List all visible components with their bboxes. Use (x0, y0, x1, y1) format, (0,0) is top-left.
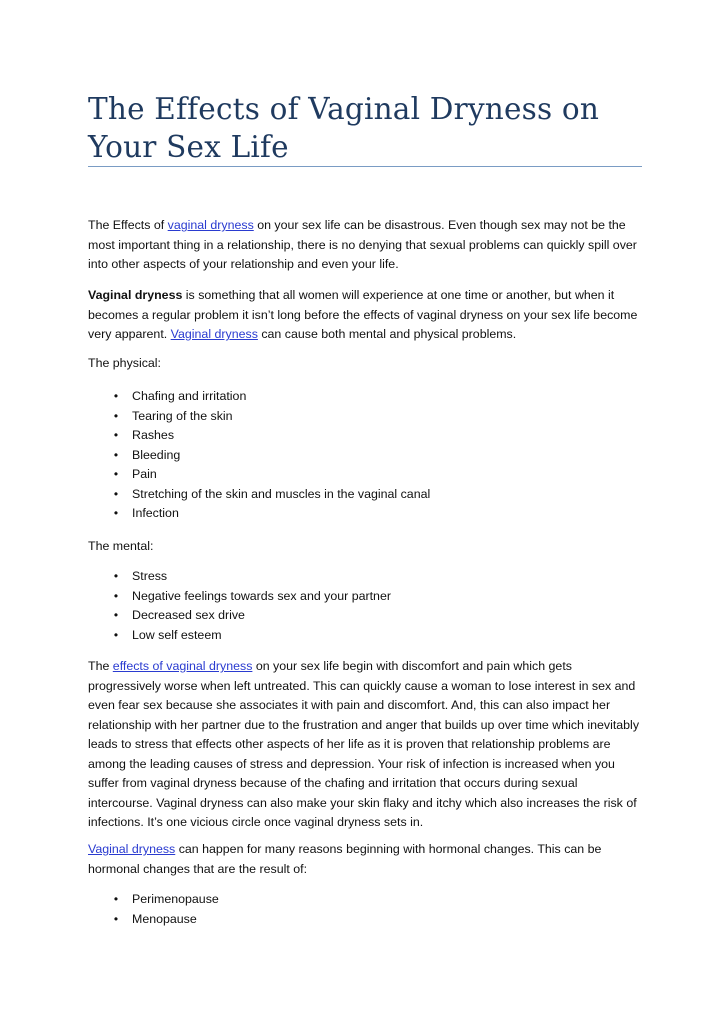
bullet-icon: • (113, 408, 119, 423)
list-item-text: Pain (132, 467, 157, 481)
bullet-icon: • (113, 588, 119, 603)
bullet-icon: • (113, 428, 119, 442)
bullet-icon: • (113, 506, 119, 520)
list-item-text: Rashes (132, 428, 175, 442)
list-item-text: Negative feelings towards sex and your partner (132, 588, 391, 603)
list-item-text: Decreased sex drive (132, 608, 245, 622)
bullet-icon: • (113, 608, 119, 622)
bullet-icon: • (113, 486, 119, 501)
bullet-icon: • (113, 447, 119, 462)
paragraph-3-text-b: on your sex life begin with discomfort and pain which gets progressively worse when left untreated. This can quickly cause a woman to lose interest in sex and even fear sex because she associates it with pain and discomfort. And, this can also impact her relationship with her partner due to the frustration and anger that builds up over time which inevitably leads to stress that effects other aspects of her life as it is proven that relationship problems are among the leading causes of stress and depression. Your risk of infection is increased when you suffer from vaginal dryness because of the chafing and irritation that occurs during sexual intercourse. Vaginal dryness can also make your skin flaky and itchy which also increases the risk of infections. It’s one vicious circle once vaginal dryness sets in. (88, 659, 640, 829)
list-item (88, 606, 628, 626)
hormonal-list (88, 890, 628, 929)
paragraph-3-text-a: The (88, 659, 113, 673)
list-item (88, 387, 628, 407)
paragraph-2-text-b: can cause both mental and physical problems. (257, 327, 517, 341)
paragraph-intro (88, 216, 644, 275)
paragraph-intro-text-a: The Effects of (88, 218, 168, 232)
list-item (88, 910, 628, 930)
list-item-text: Infection (132, 506, 179, 520)
list-item (88, 626, 628, 646)
bullet-icon: • (113, 467, 119, 481)
list-item (88, 426, 628, 446)
link-vaginal-dryness-1[interactable]: vaginal dryness (167, 218, 254, 232)
paragraph-4 (88, 840, 644, 879)
list-item (88, 567, 628, 587)
bullet-icon: • (113, 569, 119, 583)
list-item (88, 485, 628, 505)
list-item-text: Stretching of the skin and muscles in the vaginal canal (132, 486, 431, 501)
list-item (88, 407, 628, 427)
bullet-icon: • (113, 627, 119, 642)
title-underline-rule (88, 166, 642, 167)
paragraph-4-text-b: can happen for many reasons beginning with hormonal changes. This can be hormonal changes that are the result of: (88, 842, 602, 876)
link-effects-of-vaginal-dryness[interactable]: effects of vaginal dryness (112, 659, 253, 673)
list-item (88, 465, 628, 485)
document-title: The Effects of Vaginal Dryness on Your Sex Life (88, 92, 600, 164)
physical-list (88, 387, 628, 524)
list-item-text: Perimenopause (132, 892, 219, 906)
list-item-text: Tearing of the skin (132, 408, 233, 423)
bullet-icon: • (113, 911, 119, 926)
link-vaginal-dryness-3[interactable]: Vaginal dryness (88, 842, 176, 856)
bullet-icon: • (113, 389, 119, 403)
list-item (88, 504, 628, 524)
mental-list (88, 567, 628, 645)
list-item-text: Bleeding (132, 447, 181, 462)
link-vaginal-dryness-2[interactable]: Vaginal dryness (170, 327, 258, 341)
paragraph-3 (88, 657, 644, 833)
list-item-text: Menopause (132, 911, 197, 926)
paragraph-2-text-a: is something that all women will experience at one time or another, but when it becomes a regular problem it isn’t long before the effects of vaginal dryness on your sex life become very apparent. (88, 288, 638, 341)
list-item (88, 587, 628, 607)
list-item-text: Chafing and irritation (132, 389, 247, 403)
paragraph-2 (88, 286, 644, 345)
paragraph-2-bold: Vaginal dryness (88, 288, 183, 302)
bullet-icon: • (113, 892, 119, 906)
list-item (88, 446, 628, 466)
mental-heading: The mental: (88, 539, 154, 553)
physical-heading: The physical: (88, 356, 162, 370)
paragraph-intro-text-b: on your sex life can be disastrous. Even though sex may not be the most important thing in a relationship, there is no denying that sexual problems can quickly spill over into other aspects of your relationship and even your life. (88, 218, 637, 271)
list-item-text: Low self esteem (132, 627, 222, 642)
list-item (88, 890, 628, 910)
list-item-text: Stress (132, 569, 168, 583)
